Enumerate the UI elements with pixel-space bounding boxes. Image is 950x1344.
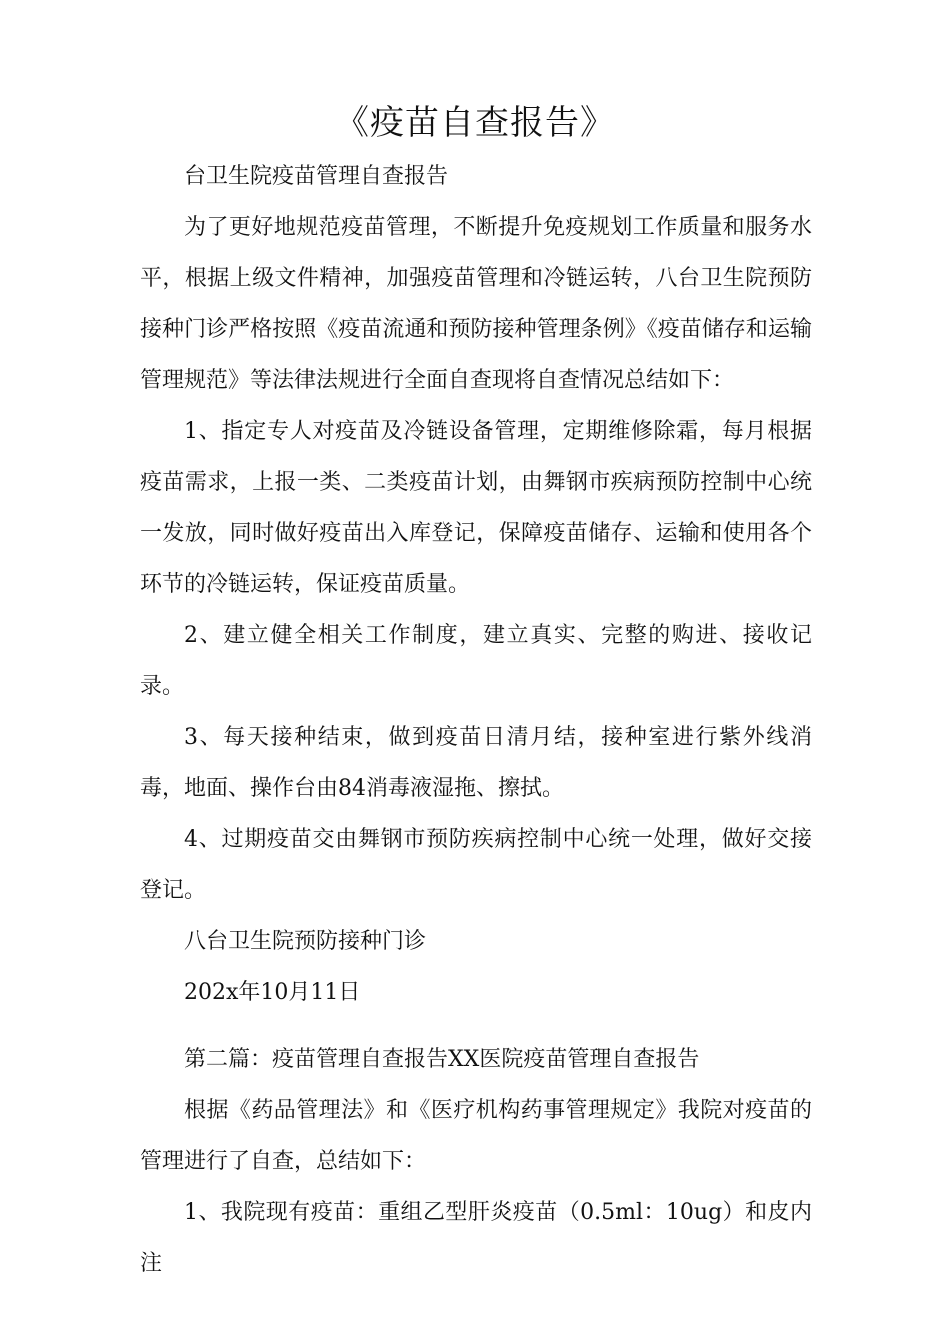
paragraph-intro: 为了更好地规范疫苗管理，不断提升免疫规划工作质量和服务水平，根据上级文件精神，加强疫苗管理和冷链运转，八台卫生院预防接种门诊严格按照《疫苗流通和预防接种管理条例》《疫苗储存和运输管理规范》等法律法规进行全面自查现将自查情况总结如下： [140, 215, 812, 393]
paragraph-second-item-1: 1、我院现有疫苗：重组乙型肝炎疫苗（0.5ml：10ug）和皮内注 [140, 1200, 812, 1276]
paragraph-second-intro: 根据《药品管理法》和《医疗机构药事管理规定》我院对疫苗的管理进行了自查，总结如下： [140, 1098, 812, 1174]
paragraph-signature: 八台卫生院预防接种门诊 [184, 929, 427, 954]
paragraph-item-3: 3、每天接种结束，做到疫苗日清月结，接种室进行紫外线消毒，地面、操作台由84消毒液湿拖、擦拭。 [140, 725, 812, 801]
paragraph-item-4: 4、过期疫苗交由舞钢市预防疾病控制中心统一处理，做好交接登记。 [140, 827, 812, 903]
paragraph-second-heading: 第二篇：疫苗管理自查报告XX医院疫苗管理自查报告 [184, 1047, 700, 1072]
document-body [140, 151, 812, 1289]
paragraph-item-2: 2、建立健全相关工作制度，建立真实、完整的购进、接收记录。 [140, 623, 812, 699]
paragraph-item-1: 1、指定专人对疫苗及冷链设备管理，定期维修除霜，每月根据疫苗需求，上报一类、二类疫苗计划，由舞钢市疾病预防控制中心统一发放，同时做好疫苗出入库登记，保障疫苗储存、运输和使用各个环节的冷链运转，保证疫苗质量。 [140, 419, 812, 597]
document-title: 《疫苗自查报告》 [335, 103, 615, 143]
paragraph-date: 202x年10月11日 [184, 980, 361, 1005]
paragraph-subtitle: 台卫生院疫苗管理自查报告 [184, 164, 449, 189]
section-gap [140, 1018, 812, 1034]
